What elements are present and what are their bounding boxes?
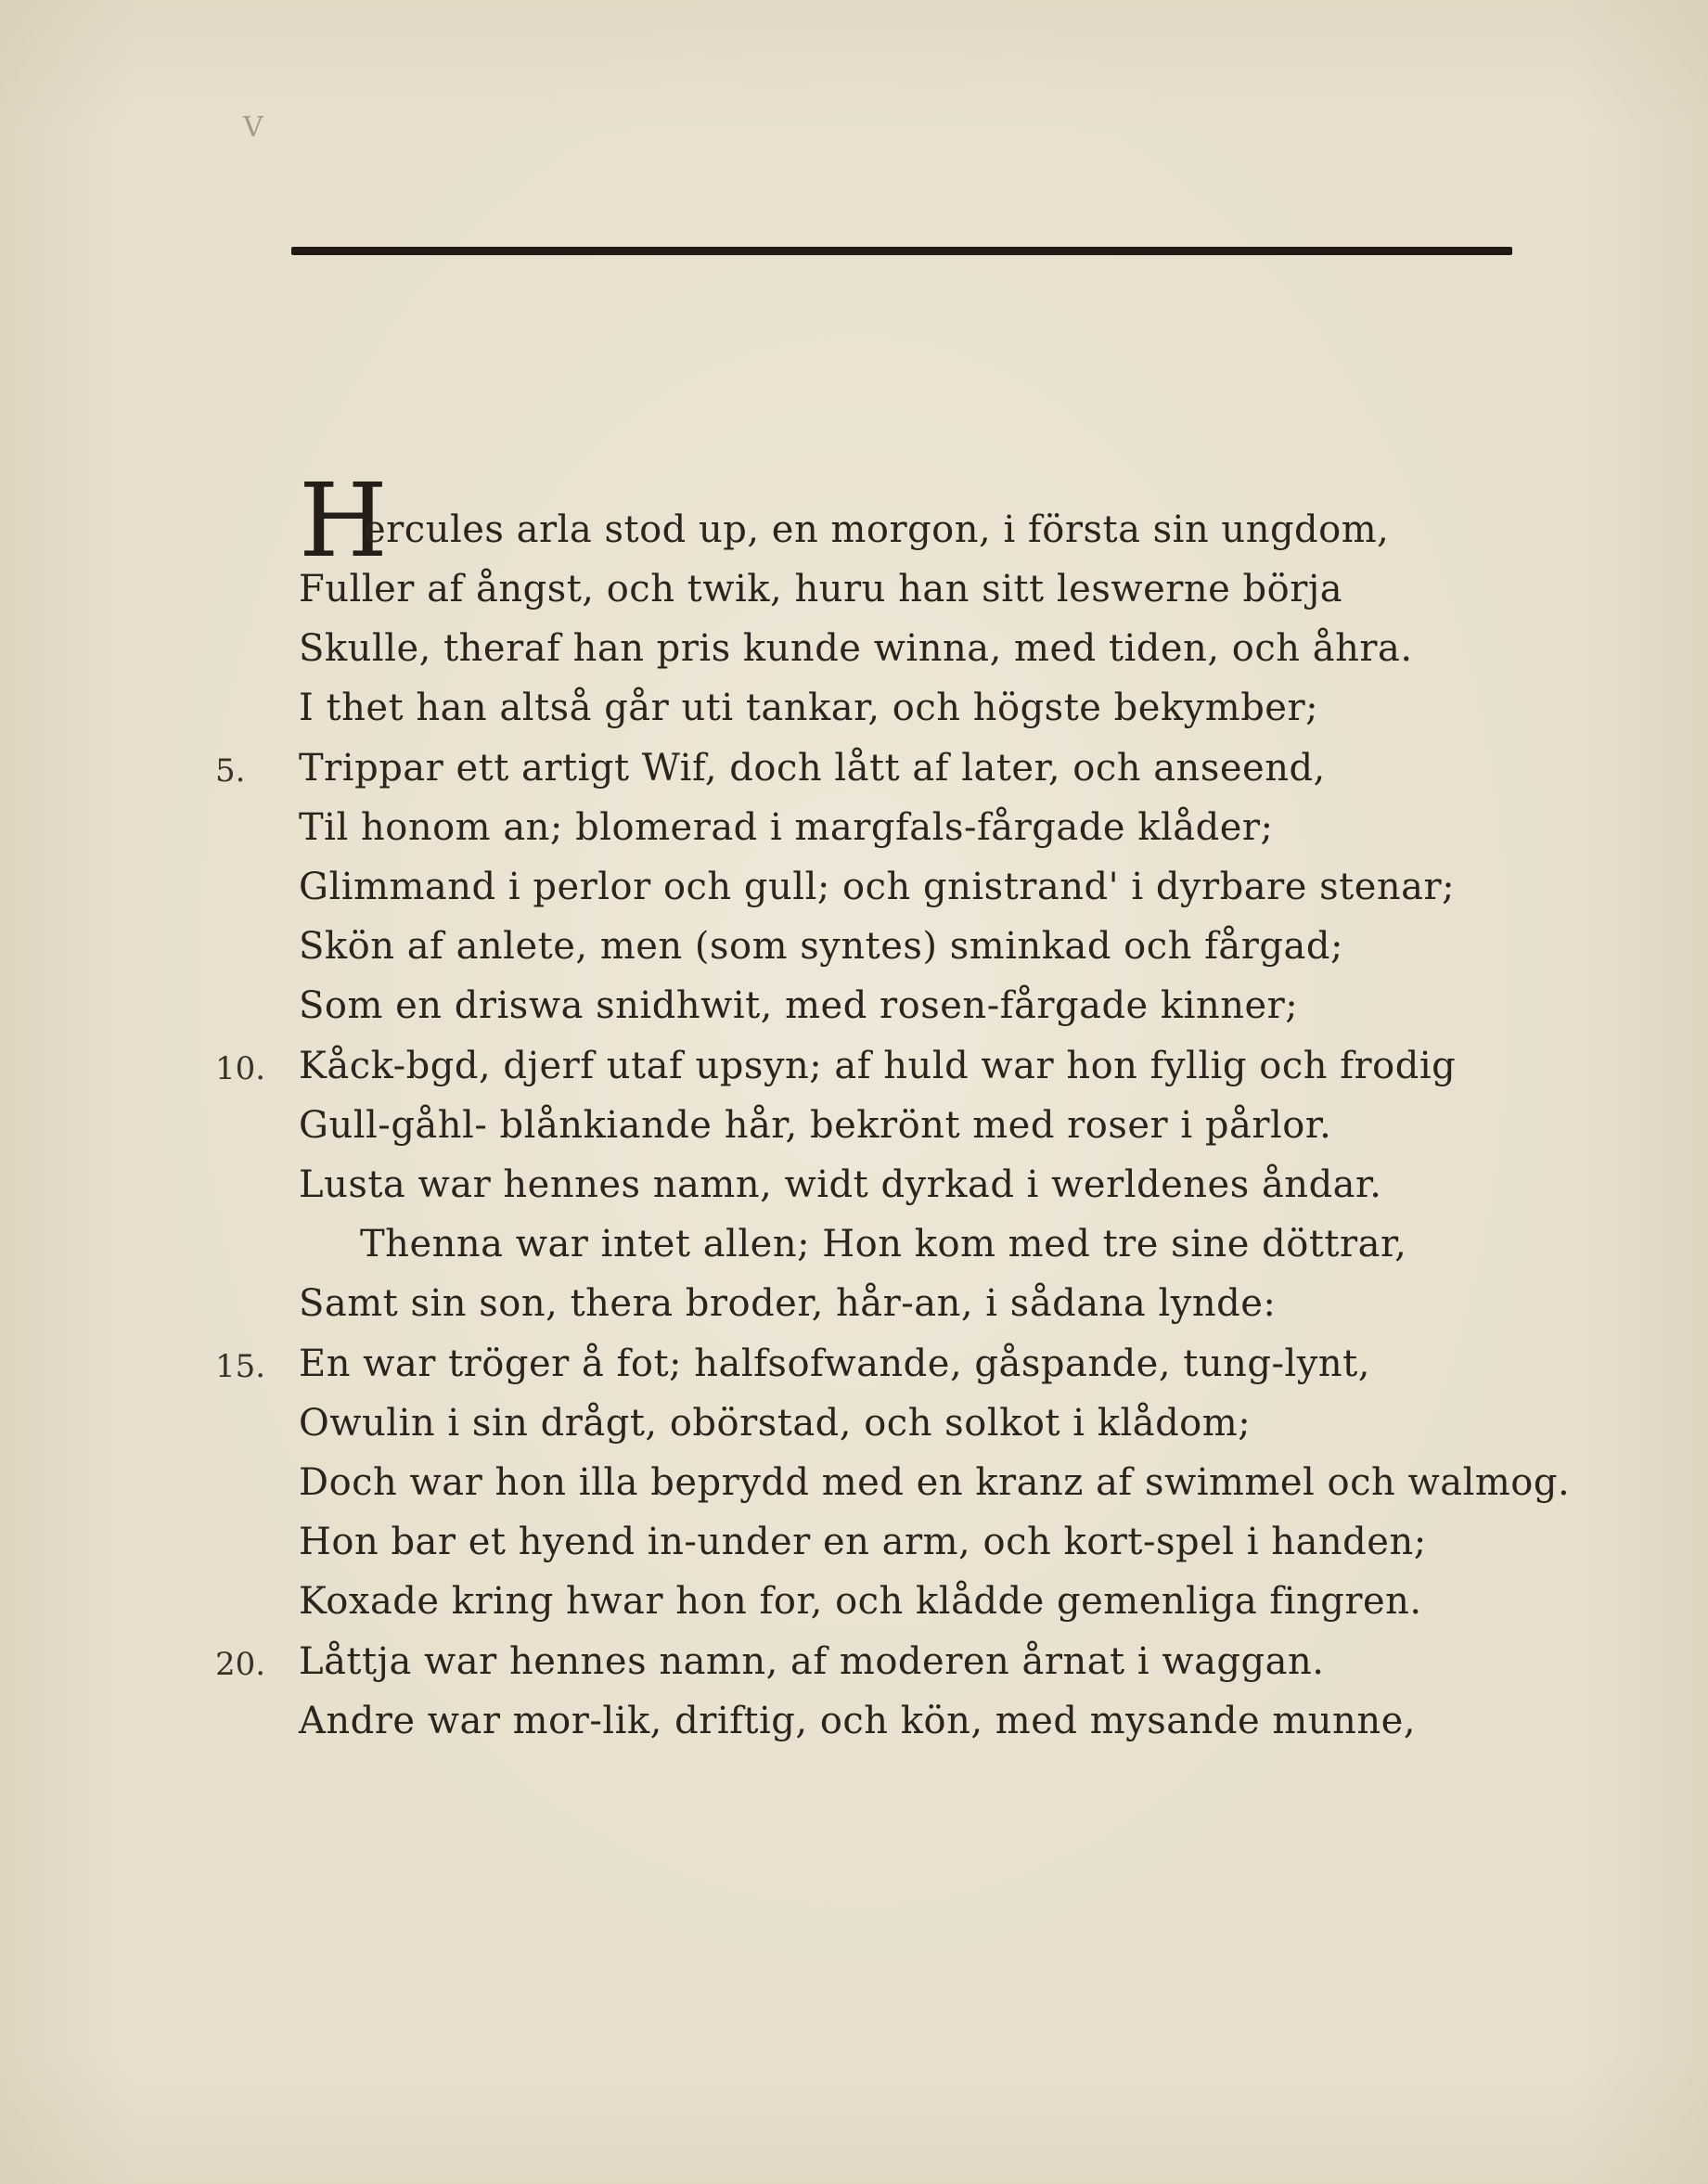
poem-line-text: I thet han altså går uti tankar, och högste bekymber; xyxy=(299,687,1319,729)
poem-line-text: Andre war mor-lik, driftig, och kön, med mysande munne, xyxy=(299,1700,1416,1742)
poem-line xyxy=(0,806,1708,867)
poem-line xyxy=(0,1282,1708,1343)
poem-line xyxy=(0,1104,1708,1165)
poem-line xyxy=(0,984,1708,1046)
poem-line-first xyxy=(0,461,1708,580)
poem-line xyxy=(0,568,1708,629)
poem-line-text: Skön af anlete, men (som syntes) sminkad och fårgad; xyxy=(299,925,1343,968)
poem-line xyxy=(0,1402,1708,1463)
poem-line xyxy=(0,866,1708,927)
poem-line xyxy=(0,1045,1708,1106)
poem-line xyxy=(0,1580,1708,1641)
poem-line-text: Hon bar et hyend in-under en arm, och kort-spel i handen; xyxy=(299,1521,1427,1563)
poem-line xyxy=(0,687,1708,748)
line-number: 5. xyxy=(215,752,246,790)
poem-line xyxy=(0,1163,1708,1225)
poem-line xyxy=(0,1223,1708,1284)
poem-line xyxy=(0,747,1708,808)
line-number: 15. xyxy=(215,1348,266,1385)
poem-line-text: ercules arla stod up, en morgon, i första sin ungdom, xyxy=(364,508,1390,551)
header-rule xyxy=(291,247,1512,255)
line-number: 20. xyxy=(215,1646,266,1683)
poem-line-text: Gull-gåhl- blånkiande hår, bekrönt med roser i pårlor. xyxy=(299,1104,1332,1147)
poem-line xyxy=(0,1700,1708,1761)
poem-line-text: Doch war hon illa beprydd med en kranz af swimmel och walmog. xyxy=(299,1461,1571,1504)
poem-line xyxy=(0,1343,1708,1404)
poem-line-text: Trippar ett artigt Wif, doch lått af later, och anseend, xyxy=(299,747,1326,790)
poem-line-text: Kåck-bgd, djerf utaf upsyn; af huld war hon fyllig och frodig xyxy=(299,1045,1457,1087)
poem-line-text: Samt sin son, thera broder, hår-an, i sådana lynde: xyxy=(299,1282,1277,1325)
poem-line xyxy=(0,627,1708,688)
poem-line xyxy=(0,1640,1708,1702)
poem-line-text: Skulle, theraf han pris kunde winna, med tiden, och åhra. xyxy=(299,627,1413,670)
page-corner-mark: V xyxy=(243,111,263,144)
poem-line-text: En war tröger å fot; halfsofwande, gåspande, tung-lynt, xyxy=(299,1343,1370,1385)
poem-line xyxy=(0,925,1708,986)
poem-line-text: Til honom an; blomerad i margfals-fårgade klåder; xyxy=(299,806,1274,849)
line-number: 10. xyxy=(215,1050,266,1087)
poem-line-text: Glimmand i perlor och gull; och gnistrand' i dyrbare stenar; xyxy=(299,866,1456,908)
poem-line-text: Som en driswa snidhwit, med rosen-fårgade kinner; xyxy=(299,984,1299,1027)
poem-line-text: Fuller af ångst, och twik, huru han sitt leswerne börja xyxy=(299,568,1343,610)
poem-line xyxy=(0,1521,1708,1582)
poem-line-text: Lusta war hennes namn, widt dyrkad i werldenes åndar. xyxy=(299,1163,1382,1206)
poem-line-text: Thenna war intet allen; Hon kom med tre sine döttrar, xyxy=(360,1223,1407,1265)
initial-letter: H xyxy=(299,461,388,580)
poem-line xyxy=(0,1461,1708,1522)
poem-line-text: Koxade kring hwar hon for, och klådde gemenliga fingren. xyxy=(299,1580,1422,1623)
poem-line-text: Låttja war hennes namn, af moderen årnat i waggan. xyxy=(299,1640,1325,1683)
poem-line-text: Owulin i sin drågt, obörstad, och solkot i klådom; xyxy=(299,1402,1252,1445)
